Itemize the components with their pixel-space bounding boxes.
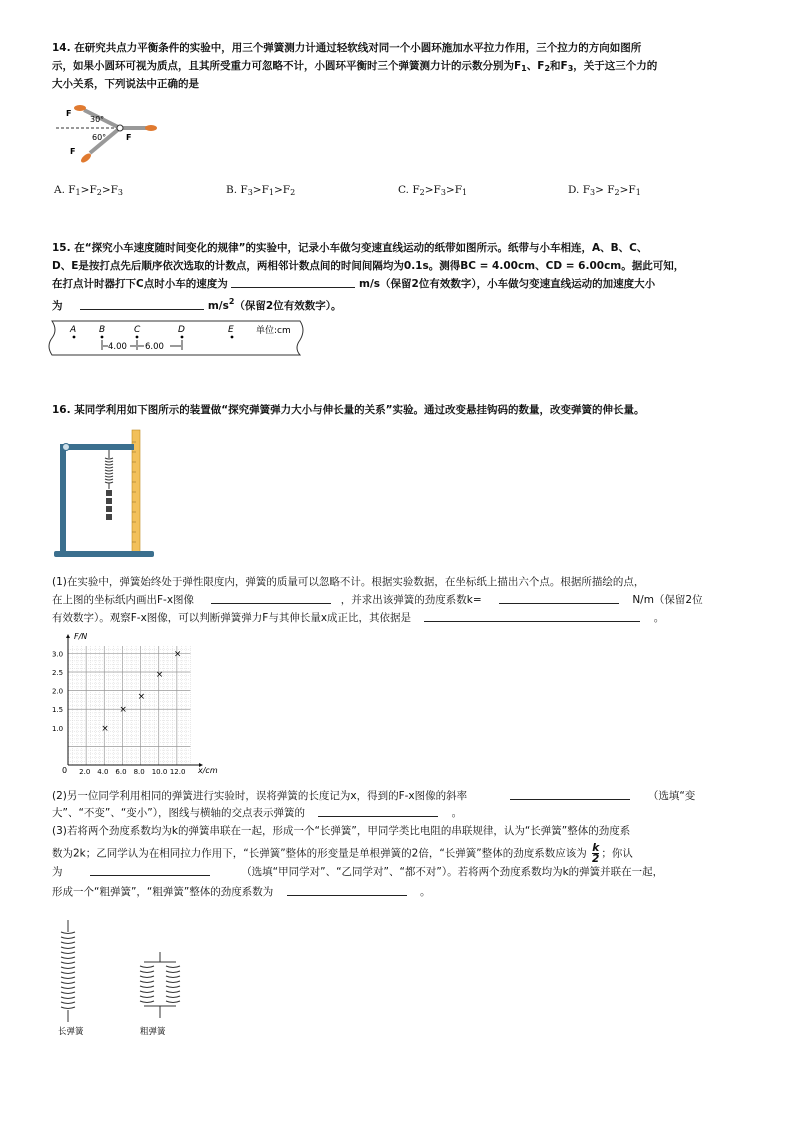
- q16-p1-line3b: 。: [653, 612, 665, 624]
- q16-p3-line1: (3)若将两个劲度系数均为k的弹簧串联在一起，形成一个“长弹簧”，甲同学类比电阻的串联规律，认为“长弹簧”整体的劲度系: [52, 825, 631, 837]
- data-point: ×: [137, 692, 146, 703]
- chart-axes: [66, 634, 203, 767]
- y-tick-label: 1.5: [52, 706, 64, 715]
- data-point: ×: [119, 705, 127, 716]
- q16-p2-line1b: （选填“变: [647, 790, 696, 802]
- q16-springs-figure: [52, 918, 192, 1038]
- q16-p3-line3b: （选填“甲同学对”、“乙同学对”、“都不对”）。若将两个劲度系数均为k的弹簧并联在一起，: [241, 866, 664, 878]
- q16-p1-line2: [52, 592, 752, 608]
- q16-intro: 16. 某同学利用如下图所示的装置做“探究弹簧弹力大小与伸长量的关系”实验。通过改变悬挂钩码的数量，改变弹簧的伸长量。: [52, 404, 645, 416]
- q15-line4c: （保留2位有效数字）。: [234, 300, 342, 312]
- q14-angle30: 30°: [90, 115, 105, 124]
- q16-graph-blank[interactable]: [211, 592, 331, 604]
- q16-p3-line4: [52, 884, 752, 900]
- thick-spring-label: 粗弹簧: [140, 1027, 166, 1037]
- fraction-numerator: k: [592, 842, 600, 854]
- q16-apparatus: [52, 422, 170, 562]
- q14-f2-label: F: [70, 147, 76, 156]
- q16-p2-line1: [52, 788, 752, 804]
- q15-line2: D、E是按打点先后顺序依次选取的计数点，两相邻计数点间的时间间隔均为0.1s。测得BC = 4.00cm、CD = 6.00cm。据此可知，: [52, 260, 685, 272]
- x-tick-label: 6.0: [115, 768, 127, 776]
- data-point: ×: [155, 669, 164, 680]
- q16-p2-line2a: 大”、“不变”、“变小”），图线与横轴的交点表示弹簧的: [52, 807, 305, 819]
- q14-line1: 14. 在研究共点力平衡条件的实验中，用三个弹簧测力计通过轻软线对同一个小圆环施加水平拉力作用，三个拉力的方向如图所: [52, 42, 642, 54]
- q14-line2: 示，如果小圆环可视为质点，且其所受重力可忽略不计，小圆环平衡时三个弹簧测力计的示数分别为$F_1$、$F_2$和$F_3$，关于这三个力的: [52, 60, 658, 73]
- q16-fx-chart: [52, 630, 218, 778]
- q16-p3-line2: [52, 843, 752, 864]
- q16-p1-line2a: 在上图的坐标纸内画出F-x图像: [52, 594, 195, 606]
- tape-label-a: A: [70, 325, 77, 335]
- q16-p3-line3a: 为: [52, 866, 63, 878]
- q14-f3-label: F: [126, 133, 132, 142]
- tape-unit-label: 单位:cm: [256, 326, 291, 336]
- q15-line4b: m/s: [207, 300, 229, 312]
- q15-accel-blank[interactable]: [80, 298, 204, 310]
- q16-p1-line1: (1)在实验中，弹簧始终处于弹性限度内，弹簧的质量可以忽略不计。根据实验数据，在坐标纸上描出六个点。根据所描绘的点，: [52, 576, 645, 588]
- data-point: ×: [101, 723, 109, 734]
- chart-grid: [68, 646, 190, 765]
- q15-line1: 15. 在“探究小车速度随时间变化的规律”的实验中，记录小车做匀变速直线运动的纸带如图所示。纸带与小车相连，A、B、C、: [52, 242, 648, 254]
- q16-p3-line4a: 形成一个“粗弹簧”，“粗弹簧”整体的劲度系数为: [52, 886, 274, 898]
- chart-origin-label: 0: [62, 766, 68, 775]
- q14-f1-label: F: [66, 109, 72, 118]
- x-tick-label: 2.0: [79, 768, 91, 776]
- q14-line3: 大小关系，下列说法中正确的是: [52, 78, 199, 90]
- chart-xlabel: x/cm: [198, 766, 218, 775]
- q14-line2-text: 示，如果小圆环可视为质点，且其所受重力可忽略不计，小圆环平衡时三个弹簧测力计的示数分别为F: [52, 60, 522, 72]
- q16-parallel-blank[interactable]: [287, 884, 407, 896]
- q15-velocity-blank[interactable]: [231, 276, 355, 288]
- y-tick-label: 3.0: [52, 650, 64, 659]
- data-point: ×: [173, 649, 182, 660]
- q16-basis-blank[interactable]: [424, 610, 640, 622]
- tape-label-e: E: [228, 325, 234, 335]
- q14-force-diagram: [56, 98, 166, 170]
- tape-label-d: D: [178, 325, 185, 335]
- q16-p3-line3: [52, 864, 752, 880]
- q15-line3: [52, 276, 752, 292]
- q16-k-blank[interactable]: [499, 592, 619, 604]
- y-tick-label: 2.0: [52, 687, 64, 696]
- q16-p1-line3: [52, 610, 752, 626]
- y-tick-label: 1.0: [52, 724, 64, 733]
- q16-p2-line2: [52, 805, 752, 821]
- chart-ylabel: F/N: [74, 632, 88, 641]
- q16-p3-line2a: 数为2k；乙同学认为在相同拉力作用下，“长弹簧”整体的形变量是单根弹簧的2倍，“长弹簧”整体的劲度系数应该为: [52, 847, 587, 860]
- x-tick-label: 12.0: [169, 768, 186, 776]
- q16-p1-line2b: ，并求出该弹簧的劲度系数k=: [340, 594, 482, 606]
- q14-option-c[interactable]: C. $F_2>F_3>F_1$: [398, 184, 468, 197]
- tape-label-c: C: [134, 325, 141, 335]
- long-spring-label: 长弹簧: [58, 1027, 84, 1037]
- q16-p1-line3a: 有效数字）。观察F-x图像，可以判断弹簧弹力F与其伸长量x成正比，其依据是: [52, 612, 412, 624]
- q15-line4: [52, 294, 752, 314]
- fraction-denominator: 2: [592, 853, 600, 865]
- q15-line3a: 在打点计时器打下C点时小车的速度为: [52, 278, 228, 290]
- tape-label-b: B: [99, 325, 106, 335]
- q16-intercept-blank[interactable]: [318, 805, 438, 817]
- q15-line4-sup: 2: [228, 297, 235, 306]
- q16-p2-line1a: (2)另一位同学利用相同的弹簧进行实验时，误将弹簧的长度记为x，得到的F-x图像的斜率: [52, 790, 468, 802]
- tape-cd-label: 6.00: [145, 342, 164, 352]
- x-tick-label: 4.0: [97, 768, 109, 776]
- q16-slope-blank[interactable]: [510, 788, 630, 800]
- y-tick-label: 2.5: [52, 669, 64, 678]
- q14-option-d[interactable]: D. $F_3> F_2>F_1$: [568, 184, 641, 197]
- q14-option-a[interactable]: A. $F_1>F_2>F_3$: [54, 184, 124, 197]
- q16-p3-line4b: 。: [419, 886, 431, 898]
- q14-option-b[interactable]: B. $F_3>F_1>F_2$: [226, 184, 296, 197]
- q14-angle60: 60°: [92, 133, 107, 142]
- q15-line4a: 为: [52, 300, 63, 312]
- q16-p3-line2b: ；你认: [601, 847, 633, 860]
- q16-fraction: [592, 843, 599, 864]
- q16-p1-line2c: N/m（保留2位: [632, 594, 703, 606]
- tape-bc-label: 4.00: [108, 342, 127, 352]
- q16-judge-blank[interactable]: [90, 864, 210, 876]
- x-tick-label: 8.0: [133, 768, 145, 776]
- x-tick-label: 10.0: [151, 768, 168, 776]
- y-axis-arrow: [66, 634, 70, 638]
- q15-line3b: m/s（保留2位有效数字），小车做匀变速直线运动的加速度大小: [359, 278, 656, 290]
- q15-paper-tape: [48, 318, 304, 358]
- q16-p2-line2b: 。: [451, 807, 463, 819]
